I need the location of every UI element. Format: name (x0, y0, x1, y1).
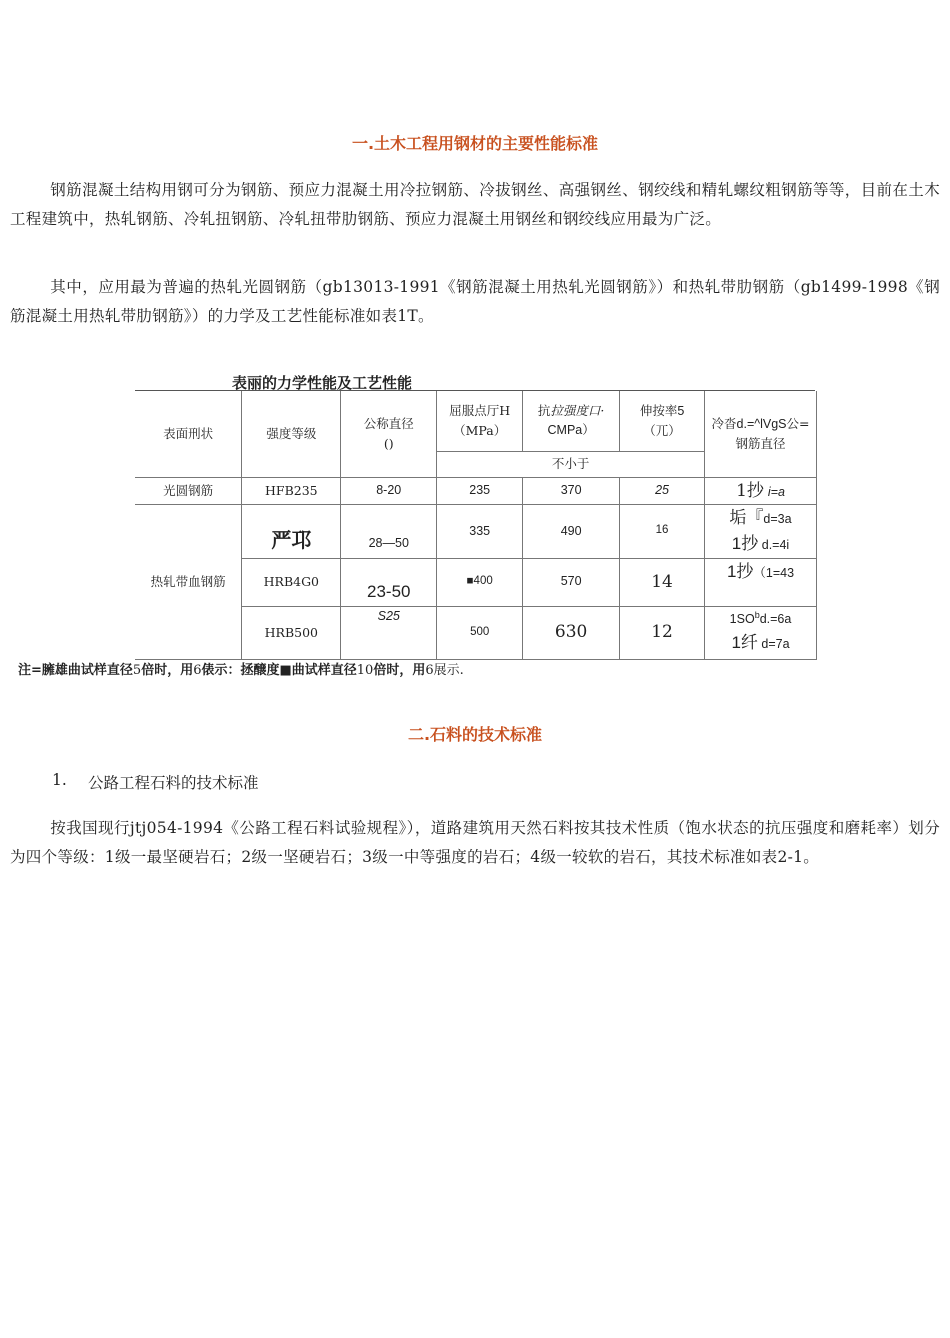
cell-diameter: S25 (341, 606, 437, 659)
cell-grade: HRB500 (242, 606, 341, 659)
cell-yield: ■400 (437, 558, 523, 606)
cell-tensile: 370 (523, 477, 620, 504)
table-header-row (135, 391, 817, 451)
section-1-paragraph-1: 钢筋混凝土结构用钢可分为钢筋、预应力混凝土用冷拉钢筋、冷拔钢丝、高强钢丝、钢绞线和精轧螺纹粗钢筋等等，目前在土木工程建筑中，热轧钢筋、冷轧扭钢筋、冷轧扭带肋钢筋、预应力混凝土用钢丝和钢绞线应用最为广泛。 (10, 181, 940, 228)
cell-diameter: 28—50 (341, 504, 437, 558)
cell-yield: 235 (437, 477, 523, 504)
cell-diameter: 23-50 (341, 558, 437, 606)
cell-tensile: 490 (523, 504, 620, 558)
properties-table (135, 391, 817, 660)
table-row (135, 504, 817, 558)
cell-tensile: 570 (523, 558, 620, 606)
section-2-title: 二.石料的技术标准 (407, 725, 543, 744)
section-1-paragraph-2: 其中，应用最为普遍的热轧光圆钢筋（gb13013-1991《钢筋混凝土用热轧光圆钢筋》）和热轧带肋钢筋（gb1499-1998《钢筋混凝土用热轧带肋钢筋》）的力学及工艺性能标准如表1T。 (10, 278, 940, 325)
section-2-paragraph-1: 按我国现行jtj054-1994《公路工程石料试验规程》），道路建筑用天然石料按其技术性质（饱水状态的抗压强度和磨耗率）划分为四个等级：1级一最坚硬岩石；2级一坚硬岩石；3级一中等强度的岩石；4级一较软的岩石，其技术标准如表2-1。 (10, 819, 940, 866)
cell-grade: 严邛 (242, 504, 341, 558)
table-title: 表丽的力学性能及工艺性能 (232, 374, 413, 392)
cell-yield: 500 (437, 606, 523, 659)
cell-cold-bend: 垢『d=3a 1抄 d.=4i (705, 504, 817, 558)
header-tensile: 抗拉强度口· CMPa） (523, 391, 620, 451)
table-row (135, 477, 817, 504)
header-min: 不小于 (437, 451, 705, 477)
list-item-text: 公路工程石料的技术标准 (88, 774, 259, 792)
cell-cold-bend: 1抄 i=a (705, 477, 817, 504)
cell-elongation: 16 (620, 504, 705, 558)
header-diameter: 公称直径 () (341, 391, 437, 477)
list-item-number: 1. (52, 771, 67, 789)
cell-elongation: 12 (620, 606, 705, 659)
cell-grade: HRB4G0 (242, 558, 341, 606)
cell-cold-bend: $1SO^bd.=6a$ 1纤 d=7a (705, 606, 817, 659)
cell-cold-bend: 1抄（1=43 (705, 558, 817, 606)
header-elongation: 伸按率5 （兀） (620, 391, 705, 451)
cell-diameter: 8-20 (341, 477, 437, 504)
header-yield: 屈服点厅H （MPa） (437, 391, 523, 451)
cell-elongation: 14 (620, 558, 705, 606)
table-note: 注=臃雄曲试样直径5倍时，用6俵示：拯醸度■曲试样直径10倍时，用6展示. (18, 663, 464, 678)
cell-group-shape: 热轧带血钢筋 (135, 504, 242, 659)
cell-elongation: 25 (620, 477, 705, 504)
cell-yield: 335 (437, 504, 523, 558)
cell-shape: 光圆钢筋 (135, 477, 242, 504)
header-cold-bend: 冷沓d.=^lVgS公= 钢筋直径 (705, 391, 817, 477)
cell-tensile: 630 (523, 606, 620, 659)
section-1-title: 一.土木工程用钢材的主要性能标准 (351, 134, 599, 153)
header-shape: 表面刑状 (135, 391, 242, 477)
cell-grade: HFB235 (242, 477, 341, 504)
header-grade: 强度等级 (242, 391, 341, 477)
